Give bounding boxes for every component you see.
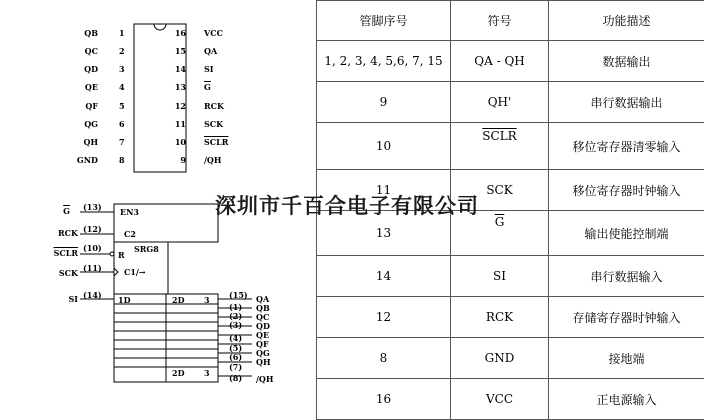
output-name-qb: QB: [256, 303, 270, 313]
pin-name-gnd: GND: [70, 155, 98, 165]
label-r: R: [118, 250, 125, 260]
input-name-sclr: SCLR: [50, 248, 78, 258]
input-name-g: $\overline{G}$: [58, 206, 70, 216]
pin-num-14: 14: [168, 64, 186, 74]
pin-num-11: 11: [168, 119, 186, 129]
header-symbol: 符号: [451, 1, 549, 41]
output-num-4: (4): [229, 333, 242, 343]
output-name-nqh: /QH: [256, 374, 273, 384]
chip-notch: [154, 24, 166, 30]
label-en3: EN3: [120, 207, 139, 217]
input-name-rck: RCK: [50, 228, 78, 238]
cell-pin: 11: [317, 170, 451, 211]
input-num-10: (10): [83, 243, 102, 253]
cell-desc: 输出使能控制端: [549, 211, 704, 256]
cell-symbol: RCK: [451, 297, 549, 338]
pin-num-10: 10: [168, 137, 186, 147]
pin-num-2: 2: [119, 46, 125, 56]
pin-name-sck: SCK: [204, 119, 223, 129]
output-name-qd: QD: [256, 321, 270, 331]
label-c2: C2: [124, 229, 136, 239]
output-num-5: (5): [229, 343, 242, 353]
pin-num-6: 6: [119, 119, 125, 129]
cell-symbol: QH': [451, 82, 549, 123]
pin-name-qe: QE: [70, 82, 98, 92]
pin-name-si: SI: [204, 64, 214, 74]
label-c1: C1/→: [124, 267, 146, 277]
cell-pin: 10: [317, 123, 451, 170]
pin-name-qg: QG: [70, 119, 98, 129]
cell-desc: 存储寄存器时钟输入: [549, 297, 704, 338]
cell-symbol: SI: [451, 256, 549, 297]
pin-num-16: 16: [168, 28, 186, 38]
cell-desc: 接地端: [549, 338, 704, 379]
table-row: [317, 123, 704, 170]
label-3-bottom: 3: [204, 368, 210, 378]
pin-num-3: 3: [119, 64, 125, 74]
label-2d-bottom: 2D: [172, 368, 185, 378]
label-3: 3: [204, 295, 210, 305]
pin-num-9: 9: [168, 155, 186, 165]
cell-symbol: VCC: [451, 379, 549, 420]
cell-pin: 13: [317, 211, 451, 256]
output-num-7: (7): [229, 362, 242, 372]
pin-name-qf: QF: [70, 101, 98, 111]
output-name-qg: QG: [256, 348, 270, 358]
table-row: [317, 297, 704, 338]
cell-symbol: $\overline{G}$: [451, 211, 549, 256]
table-header-row: [317, 1, 704, 41]
output-num-1: (1): [229, 302, 242, 312]
label-1d: 1D: [118, 295, 131, 305]
pin-name-qh: QH: [70, 137, 98, 147]
output-num-3: (3): [229, 320, 242, 330]
output-name-qa: QA: [256, 294, 269, 304]
pin-name-rck: RCK: [204, 101, 224, 111]
pin-name-g: $\overline{G}$: [204, 82, 211, 92]
cell-desc: 移位寄存器清零输入: [549, 123, 704, 170]
cell-desc: 串行数据输出: [549, 82, 704, 123]
table-row: [317, 379, 704, 420]
pin-num-1: 1: [119, 28, 125, 38]
pin-num-8: 8: [119, 155, 125, 165]
output-name-qc: QC: [256, 312, 269, 322]
pin-name-qc: QC: [70, 46, 98, 56]
cell-pin: 14: [317, 256, 451, 297]
output-name-qf: QF: [256, 339, 269, 349]
output-name-qe: QE: [256, 330, 269, 340]
pin-name-vcc: VCC: [204, 28, 223, 38]
pin-num-7: 7: [119, 137, 125, 147]
cell-pin: 8: [317, 338, 451, 379]
header-description: 功能描述: [549, 1, 704, 41]
cell-pin: 16: [317, 379, 451, 420]
cell-desc: 数据输出: [549, 41, 704, 82]
cell-symbol: SCLR: [451, 123, 549, 170]
input-name-si: SI: [50, 294, 78, 304]
cell-desc: 移位寄存器时钟输入: [549, 170, 704, 211]
cell-pin: 12: [317, 297, 451, 338]
pin-name-nqh: /QH: [204, 155, 221, 165]
cell-symbol: QA - QH: [451, 41, 549, 82]
pin-num-13: 13: [168, 82, 186, 92]
table-row: [317, 338, 704, 379]
header-pin-no: 管脚序号: [317, 1, 451, 41]
pin-num-12: 12: [168, 101, 186, 111]
input-num-14: (14): [83, 290, 102, 300]
table-row: [317, 82, 704, 123]
output-num-2: (2): [229, 311, 242, 321]
input-name-sck: SCK: [50, 268, 78, 278]
input-num-13: (13): [83, 202, 102, 212]
cell-pin: 9: [317, 82, 451, 123]
output-num-8: (8): [229, 373, 242, 383]
pin-name-qb: QB: [70, 28, 98, 38]
table-row: [317, 256, 704, 297]
input-num-11: (11): [83, 263, 102, 273]
label-2d: 2D: [172, 295, 185, 305]
cell-symbol: SCK: [451, 170, 549, 211]
cell-pin: 1, 2, 3, 4, 5,6, 7, 15: [317, 41, 451, 82]
pin-num-4: 4: [119, 82, 125, 92]
company-watermark: 深圳市千百合电子有限公司: [215, 190, 479, 220]
output-num-15: (15): [229, 290, 248, 300]
pin-name-qa: QA: [204, 46, 217, 56]
table-row: [317, 41, 704, 82]
cell-desc: 正电源输入: [549, 379, 704, 420]
pin-num-5: 5: [119, 101, 125, 111]
output-num-6: (6): [229, 352, 242, 362]
pin-name-sclr: SCLR: [204, 137, 228, 147]
cell-symbol: GND: [451, 338, 549, 379]
input-num-12: (12): [83, 224, 102, 234]
label-srg8: SRG8: [134, 244, 159, 254]
output-name-qh: QH: [256, 357, 271, 367]
cell-desc: 串行数据输入: [549, 256, 704, 297]
pin-num-15: 15: [168, 46, 186, 56]
pin-name-qd: QD: [70, 64, 98, 74]
